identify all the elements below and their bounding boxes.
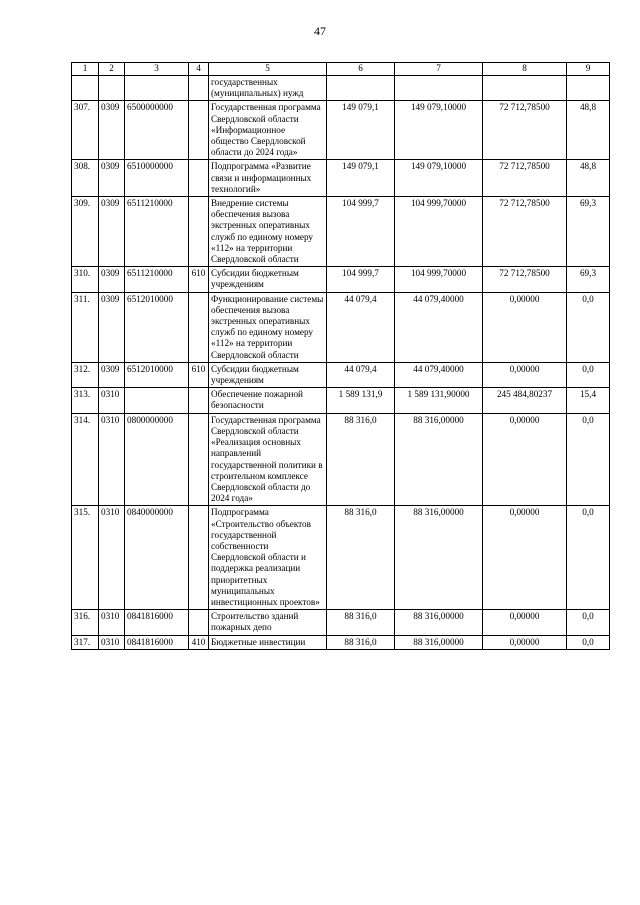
header-col-6: 6 [327, 63, 395, 76]
executed-amount: 72 712,78500 [483, 101, 567, 160]
header-col-4: 4 [189, 63, 209, 76]
approved-amount: 149 079,1 [327, 160, 395, 197]
plan-amount: 88 316,00000 [395, 610, 483, 635]
approved-amount: 104 999,7 [327, 267, 395, 292]
expense-type-code [189, 101, 209, 160]
approved-amount: 88 316,0 [327, 610, 395, 635]
execution-percent: 48,8 [567, 101, 610, 160]
table-row [72, 101, 610, 160]
expense-type-code [189, 388, 209, 413]
item-name: Государственная программа Свердловской области «Реализация основных направлений государственной политики в строительном комплексе Свердловской области до 2024 года» [209, 413, 327, 506]
approved-amount: 88 316,0 [327, 635, 395, 649]
expense-type-code [189, 160, 209, 197]
execution-percent: 0,0 [567, 292, 610, 362]
table-row [72, 610, 610, 635]
target-article-code: 0840000000 [125, 506, 189, 610]
row-number: 308. [72, 160, 99, 197]
approved-amount: 44 079,4 [327, 292, 395, 362]
executed-amount: 0,00000 [483, 362, 567, 387]
table-row [72, 267, 610, 292]
plan-amount: 1 589 131,90000 [395, 388, 483, 413]
item-name: Субсидии бюджетным учреждениям [209, 362, 327, 387]
table-row [72, 362, 610, 387]
header-col-1: 1 [72, 63, 99, 76]
section-code: 0310 [99, 610, 125, 635]
execution-percent: 0,0 [567, 635, 610, 649]
row-number: 316. [72, 610, 99, 635]
table-row [72, 76, 610, 101]
executed-amount: 245 484,80237 [483, 388, 567, 413]
section-code: 0309 [99, 101, 125, 160]
budget-table [71, 62, 610, 650]
item-name: Субсидии бюджетным учреждениям [209, 267, 327, 292]
approved-amount: 88 316,0 [327, 413, 395, 506]
plan-amount: 88 316,00000 [395, 506, 483, 610]
section-code: 0309 [99, 292, 125, 362]
approved-amount: 88 316,0 [327, 506, 395, 610]
plan-amount: 88 316,00000 [395, 635, 483, 649]
executed-amount: 0,00000 [483, 292, 567, 362]
target-article-code [125, 388, 189, 413]
target-article-code: 6500000000 [125, 101, 189, 160]
item-name: Подпрограмма «Развитие связи и информационных технологий» [209, 160, 327, 197]
execution-percent: 0,0 [567, 362, 610, 387]
row-number: 307. [72, 101, 99, 160]
expense-type-code [189, 292, 209, 362]
item-name: государственных (муниципальных) нужд [209, 76, 327, 101]
plan-amount: 44 079,40000 [395, 362, 483, 387]
executed-amount: 72 712,78500 [483, 160, 567, 197]
expense-type-code [189, 197, 209, 267]
target-article-code: 6511210000 [125, 267, 189, 292]
expense-type-code [189, 506, 209, 610]
executed-amount: 0,00000 [483, 610, 567, 635]
item-name: Бюджетные инвестиции [209, 635, 327, 649]
header-col-3: 3 [125, 63, 189, 76]
row-number: 309. [72, 197, 99, 267]
item-name: Функционирование системы обеспечения вызова экстренных оперативных служб по единому номеру «112» на территории Свердловской области [209, 292, 327, 362]
plan-amount: 149 079,10000 [395, 101, 483, 160]
table-row [72, 197, 610, 267]
plan-amount [395, 76, 483, 101]
execution-percent: 69,3 [567, 267, 610, 292]
execution-percent: 0,0 [567, 610, 610, 635]
execution-percent: 69,3 [567, 197, 610, 267]
expense-type-code [189, 413, 209, 506]
row-number: 311. [72, 292, 99, 362]
section-code: 0310 [99, 635, 125, 649]
item-name: Подпрограмма «Строительство объектов государственной собственности Свердловской области и поддержка реализации приоритетных муниципальных инвестиционных проектов» [209, 506, 327, 610]
approved-amount: 1 589 131,9 [327, 388, 395, 413]
executed-amount: 0,00000 [483, 413, 567, 506]
executed-amount [483, 76, 567, 101]
row-number: 310. [72, 267, 99, 292]
header-col-7: 7 [395, 63, 483, 76]
row-number: 317. [72, 635, 99, 649]
approved-amount: 44 079,4 [327, 362, 395, 387]
table-row [72, 413, 610, 506]
plan-amount: 149 079,10000 [395, 160, 483, 197]
section-code: 0309 [99, 267, 125, 292]
section-code: 0309 [99, 362, 125, 387]
expense-type-code [189, 76, 209, 101]
section-code: 0310 [99, 388, 125, 413]
execution-percent: 0,0 [567, 413, 610, 506]
row-number: 313. [72, 388, 99, 413]
executed-amount: 0,00000 [483, 635, 567, 649]
plan-amount: 104 999,70000 [395, 197, 483, 267]
section-code: 0309 [99, 197, 125, 267]
expense-type-code [189, 610, 209, 635]
expense-type-code: 610 [189, 267, 209, 292]
execution-percent: 0,0 [567, 506, 610, 610]
target-article-code: 0841816000 [125, 635, 189, 649]
target-article-code [125, 76, 189, 101]
target-article-code: 6510000000 [125, 160, 189, 197]
item-name: Строительство зданий пожарных депо [209, 610, 327, 635]
target-article-code: 0841816000 [125, 610, 189, 635]
table-row [72, 160, 610, 197]
target-article-code: 6512010000 [125, 292, 189, 362]
target-article-code: 0800000000 [125, 413, 189, 506]
table-body [72, 76, 610, 650]
plan-amount: 88 316,00000 [395, 413, 483, 506]
execution-percent: 48,8 [567, 160, 610, 197]
plan-amount: 44 079,40000 [395, 292, 483, 362]
expense-type-code: 610 [189, 362, 209, 387]
approved-amount [327, 76, 395, 101]
approved-amount: 149 079,1 [327, 101, 395, 160]
approved-amount: 104 999,7 [327, 197, 395, 267]
section-code: 0310 [99, 506, 125, 610]
header-col-8: 8 [483, 63, 567, 76]
item-name: Внедрение системы обеспечения вызова экстренных оперативных служб по единому номеру «112» на территории Свердловской области [209, 197, 327, 267]
row-number [72, 76, 99, 101]
plan-amount: 104 999,70000 [395, 267, 483, 292]
item-name: Обеспечение пожарной безопасности [209, 388, 327, 413]
executed-amount: 72 712,78500 [483, 197, 567, 267]
execution-percent: 15,4 [567, 388, 610, 413]
table-row [72, 388, 610, 413]
target-article-code: 6511210000 [125, 197, 189, 267]
row-number: 312. [72, 362, 99, 387]
expense-type-code: 410 [189, 635, 209, 649]
section-code: 0309 [99, 160, 125, 197]
executed-amount: 0,00000 [483, 506, 567, 610]
executed-amount: 72 712,78500 [483, 267, 567, 292]
header-col-2: 2 [99, 63, 125, 76]
header-col-5: 5 [209, 63, 327, 76]
row-number: 315. [72, 506, 99, 610]
header-col-9: 9 [567, 63, 610, 76]
table-header-row [72, 63, 610, 76]
execution-percent [567, 76, 610, 101]
target-article-code: 6512010000 [125, 362, 189, 387]
page-number: 47 [314, 24, 326, 38]
section-code [99, 76, 125, 101]
item-name: Государственная программа Свердловской области «Информационное общество Свердловской области до 2024 года» [209, 101, 327, 160]
row-number: 314. [72, 413, 99, 506]
table-row [72, 635, 610, 649]
table-row [72, 506, 610, 610]
section-code: 0310 [99, 413, 125, 506]
table-row [72, 292, 610, 362]
